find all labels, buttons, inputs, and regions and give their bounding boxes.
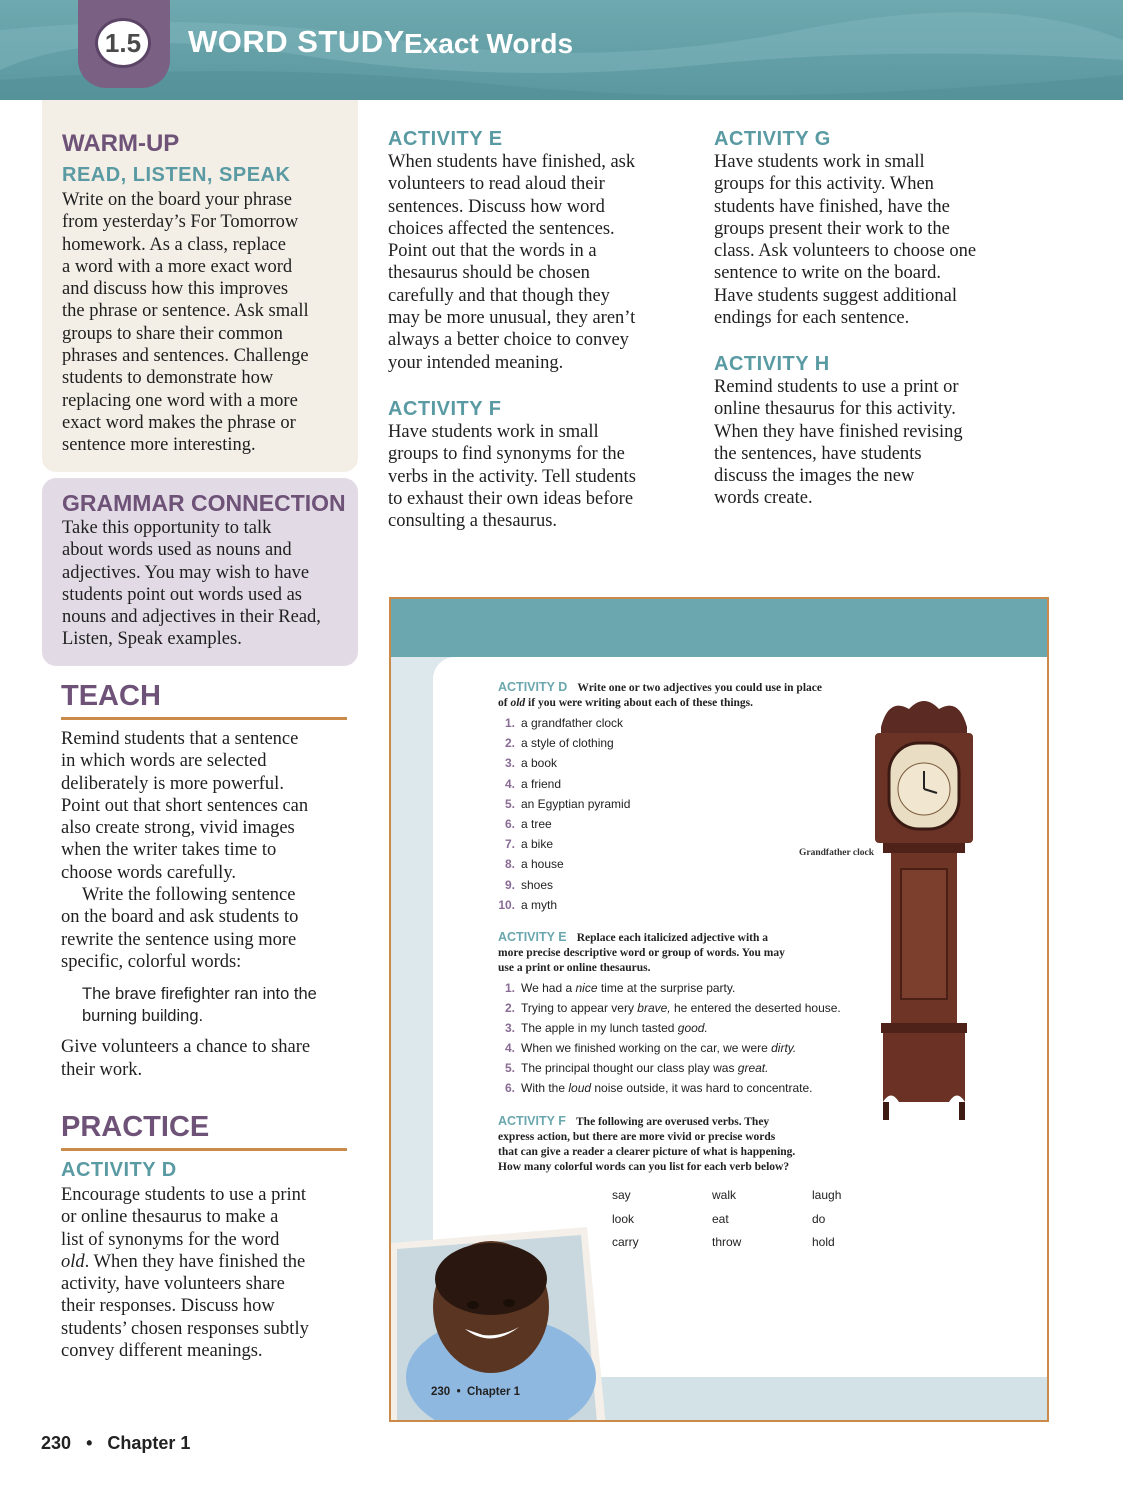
- activity-g-heading: ACTIVITY G: [714, 128, 831, 150]
- page-footer: 230 • Chapter 1: [41, 1433, 191, 1453]
- list-item: 3. a book: [504, 756, 558, 771]
- list-item: 4. a friend: [504, 776, 562, 791]
- inset-activity-f: ACTIVITY F The following are overused verbs. They express action, but there are more vivid or precise words that can give a reader a clearer picture of what is happening. How many colorful words can you list for each verb below?: [498, 1114, 796, 1173]
- chapter-label: Chapter 1: [107, 1433, 191, 1453]
- activity-f-text: Have students work in small groups to find synonyms for the verbs in the activity. Tell students to exhaust their own ideas before consulting a thesaurus.: [388, 422, 636, 532]
- activity-e-heading: ACTIVITY E: [388, 128, 503, 150]
- list-item: 1. We had a nice time at the surprise party.: [504, 981, 736, 995]
- teach-text: Remind students that a sentence in which words are selected deliberately is more powerful. Point out that short sentences can also create strong, vivid images when the writer takes time to choose words carefully. Write the following sentence on the board and ask students to rewrite the sentence using more specific, colorful words:: [61, 729, 309, 972]
- grammar-heading: GRAMMAR CONNECTION: [62, 490, 346, 516]
- teach-section: [61, 680, 351, 1081]
- inset-verb-grid: say walk laugh look eat do carry throw hold: [612, 1188, 842, 1249]
- grammar-text: Take this opportunity to talk about words used as nouns and adjectives. You may wish to have students point out words used as nouns and adjectives in their Read, Listen, Speak examples.: [62, 518, 321, 650]
- grammar-connection-box: [42, 478, 358, 666]
- teach-example: The brave firefighter ran into the burning building.: [82, 985, 317, 1026]
- inset-header-band: [391, 599, 1049, 657]
- inset-activity-d-label: ACTIVITY D: [498, 680, 568, 694]
- list-item: 5. an Egyptian pyramid: [504, 796, 631, 811]
- section-subtitle: Exact Words: [404, 28, 574, 59]
- practice-text: Encourage students to use a print or online thesaurus to make a list of synonyms for the word old. When they have finished the activity, have volunteers share their responses. Discuss how students’ chosen responses subtly convey different meanings.: [61, 1185, 309, 1362]
- activity-h-section: [714, 353, 1014, 510]
- list-item: 2. Trying to appear very brave, he entered the deserted house.: [504, 1001, 841, 1016]
- inset-activity-e: ACTIVITY E Replace each italicized adjective with a more precise descriptive word or group of words. You may use a print or online thesaurus.: [498, 930, 785, 974]
- warmup-heading: WARM-UP: [62, 130, 180, 157]
- activity-h-text: Remind students to use a print or online thesaurus for this activity. When they have finished revising the sentences, have students discuss the images the new words create.: [714, 377, 963, 509]
- practice-subheading: ACTIVITY D: [61, 1159, 177, 1181]
- list-item: 6. With the loud noise outside, it was hard to concentrate.: [504, 1081, 813, 1096]
- inset-activity-e-list: [493, 978, 841, 1099]
- list-item: 6. a tree: [504, 817, 552, 832]
- student-page-inset: [389, 597, 1049, 1422]
- inset-activity-e-label: ACTIVITY E: [498, 930, 567, 944]
- inset-activity-d: ACTIVITY D Write one or two adjectives you could use in place of old if you were writing about each of these things.: [498, 680, 822, 709]
- activity-e-section: [388, 128, 688, 374]
- inset-activity-f-label: ACTIVITY F: [498, 1114, 566, 1128]
- activity-h-heading: ACTIVITY H: [714, 353, 830, 375]
- page-number: 230: [41, 1433, 72, 1453]
- warmup-text: Write on the board your phrase from yesterday’s For Tomorrow homework. As a class, replace a word with a more exact word and discuss how this improves the phrase or sentence. Ask small groups to share their common phrases and sentences. Challenge students to demonstrate how replacing one word with a more exact word makes the phrase or sentence more interesting.: [62, 190, 309, 456]
- section-title: WORD STUDY: [188, 24, 405, 59]
- list-item: 7. a bike: [504, 837, 554, 852]
- teach-heading: TEACH: [61, 680, 161, 712]
- list-item: 8. a house: [504, 857, 564, 872]
- list-item: 4. When we finished working on the car, we were dirty.: [504, 1041, 797, 1056]
- activity-g-text: Have students work in small groups for this activity. When students have finished, have the groups present their work to the class. Ask volunteers to choose one sentence to write on the board. Have students suggest additional endings for each sentence.: [714, 152, 977, 329]
- activity-g-section: [714, 128, 1014, 329]
- clock-caption: Grandfather clock: [799, 848, 875, 858]
- teach-rule: [61, 717, 347, 720]
- list-item: 2. a style of clothing: [504, 736, 614, 751]
- practice-section: [61, 1111, 351, 1362]
- activity-f-heading: ACTIVITY F: [388, 398, 502, 420]
- inset-activity-d-list: [493, 713, 630, 915]
- practice-heading: PRACTICE: [61, 1111, 210, 1143]
- inset-footer: 230 • Chapter 1: [431, 1386, 521, 1398]
- practice-rule: [61, 1148, 347, 1151]
- warmup-subheading: READ, LISTEN, SPEAK: [62, 164, 291, 186]
- activity-e-text: When students have finished, ask volunteers to read aloud their sentences. Discuss how word choices affected the sentences. Point out that the words in a thesaurus should be chosen carefully and that though they may be more unusual, they aren’t always a better choice to convey your intended meaning.: [388, 152, 636, 373]
- teach-closing: Give volunteers a chance to share their work.: [61, 1037, 311, 1080]
- list-item: 10. a myth: [498, 897, 558, 912]
- activity-f-section: [388, 398, 688, 532]
- warmup-box: [42, 100, 358, 472]
- section-number: 1.5: [95, 18, 151, 68]
- list-item: 1. a grandfather clock: [504, 716, 624, 730]
- list-item: 9. shoes: [504, 877, 554, 892]
- list-item: 5. The principal thought our class play was great.: [504, 1061, 769, 1076]
- list-item: 3. The apple in my lunch tasted good.: [504, 1021, 708, 1036]
- grandfather-clock-image: [869, 697, 979, 1127]
